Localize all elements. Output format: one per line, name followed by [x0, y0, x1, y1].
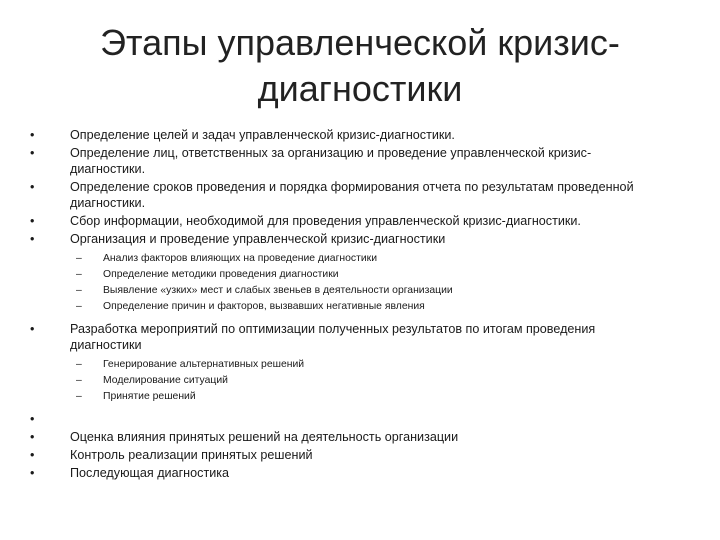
- bullet-icon: •: [30, 430, 35, 444]
- list-item: [0, 465, 720, 481]
- slide-title: Этапы управленческой кризис-диагностики: [100, 22, 620, 109]
- dash-icon: –: [76, 359, 82, 370]
- list-item-text: Оценка влияния принятых решений на деятельность организации: [70, 430, 459, 444]
- dash-icon: –: [76, 285, 82, 296]
- dash-icon: –: [76, 269, 82, 280]
- sub-list-item: [0, 299, 720, 315]
- sub-list-item-text: Принятие решений: [103, 391, 196, 402]
- list-item-text: Сбор информации, необходимой для проведения управленческой кризис-диагностики.: [70, 214, 581, 228]
- sub-list-item: [0, 283, 720, 299]
- list-item-text: Определение сроков проведения и порядка формирования отчета по результатам проведенной диагностики.: [70, 180, 634, 210]
- bullet-icon: •: [30, 322, 35, 336]
- list-item: [0, 213, 720, 229]
- stages-list: [0, 127, 720, 481]
- bullet-icon: •: [30, 232, 35, 246]
- list-item: [0, 429, 720, 445]
- list-item-text: Разработка мероприятий по оптимизации полученных результатов по итогам проведения диагностики: [70, 322, 596, 352]
- list-item: [0, 145, 720, 177]
- dash-icon: –: [76, 253, 82, 264]
- bullet-icon: •: [30, 448, 35, 462]
- sub-list-item: [0, 357, 720, 373]
- sub-list-item: [0, 251, 720, 267]
- dash-icon: –: [76, 391, 82, 402]
- list-item: [0, 411, 720, 427]
- list-item-text: Последующая диагностика: [70, 466, 230, 480]
- bullet-icon: •: [30, 180, 35, 194]
- sub-list-item-text: Определение причин и факторов, вызвавших негативные явления: [103, 301, 425, 312]
- sub-list-item-text: Выявление «узких» мест и слабых звеньев в деятельности организации: [103, 285, 453, 296]
- list-item: [0, 321, 720, 353]
- sub-list-item-text: Моделирование ситуаций: [103, 375, 228, 386]
- sub-list-item-text: Генерирование альтернативных решений: [103, 359, 305, 370]
- dash-icon: –: [76, 375, 82, 386]
- bullet-icon: •: [30, 214, 35, 228]
- list-item: [0, 447, 720, 463]
- list-item-text: Организация и проведение управленческой кризис-диагностики: [70, 232, 446, 246]
- list-item: [0, 127, 720, 143]
- sub-list-item: [0, 373, 720, 389]
- bullet-icon: •: [30, 466, 35, 480]
- list-item: [0, 231, 720, 247]
- bullet-icon: •: [30, 412, 35, 426]
- bullet-icon: •: [30, 128, 35, 142]
- sub-list-item-text: Определение методики проведения диагностики: [103, 269, 339, 280]
- sub-list-item: [0, 389, 720, 405]
- list-item-text: Определение лиц, ответственных за организацию и проведение управленческой кризис-диагностики.: [70, 146, 592, 176]
- list-item-text: Контроль реализации принятых решений: [70, 448, 313, 462]
- bullet-icon: •: [30, 146, 35, 160]
- list-item-text: Определение целей и задач управленческой кризис-диагностики.: [70, 128, 455, 142]
- sub-list-item-text: Анализ факторов влияющих на проведение диагностики: [103, 253, 377, 264]
- list-item: [0, 179, 720, 211]
- dash-icon: –: [76, 301, 82, 312]
- list-item-text: [70, 411, 660, 427]
- sub-list-item: [0, 267, 720, 283]
